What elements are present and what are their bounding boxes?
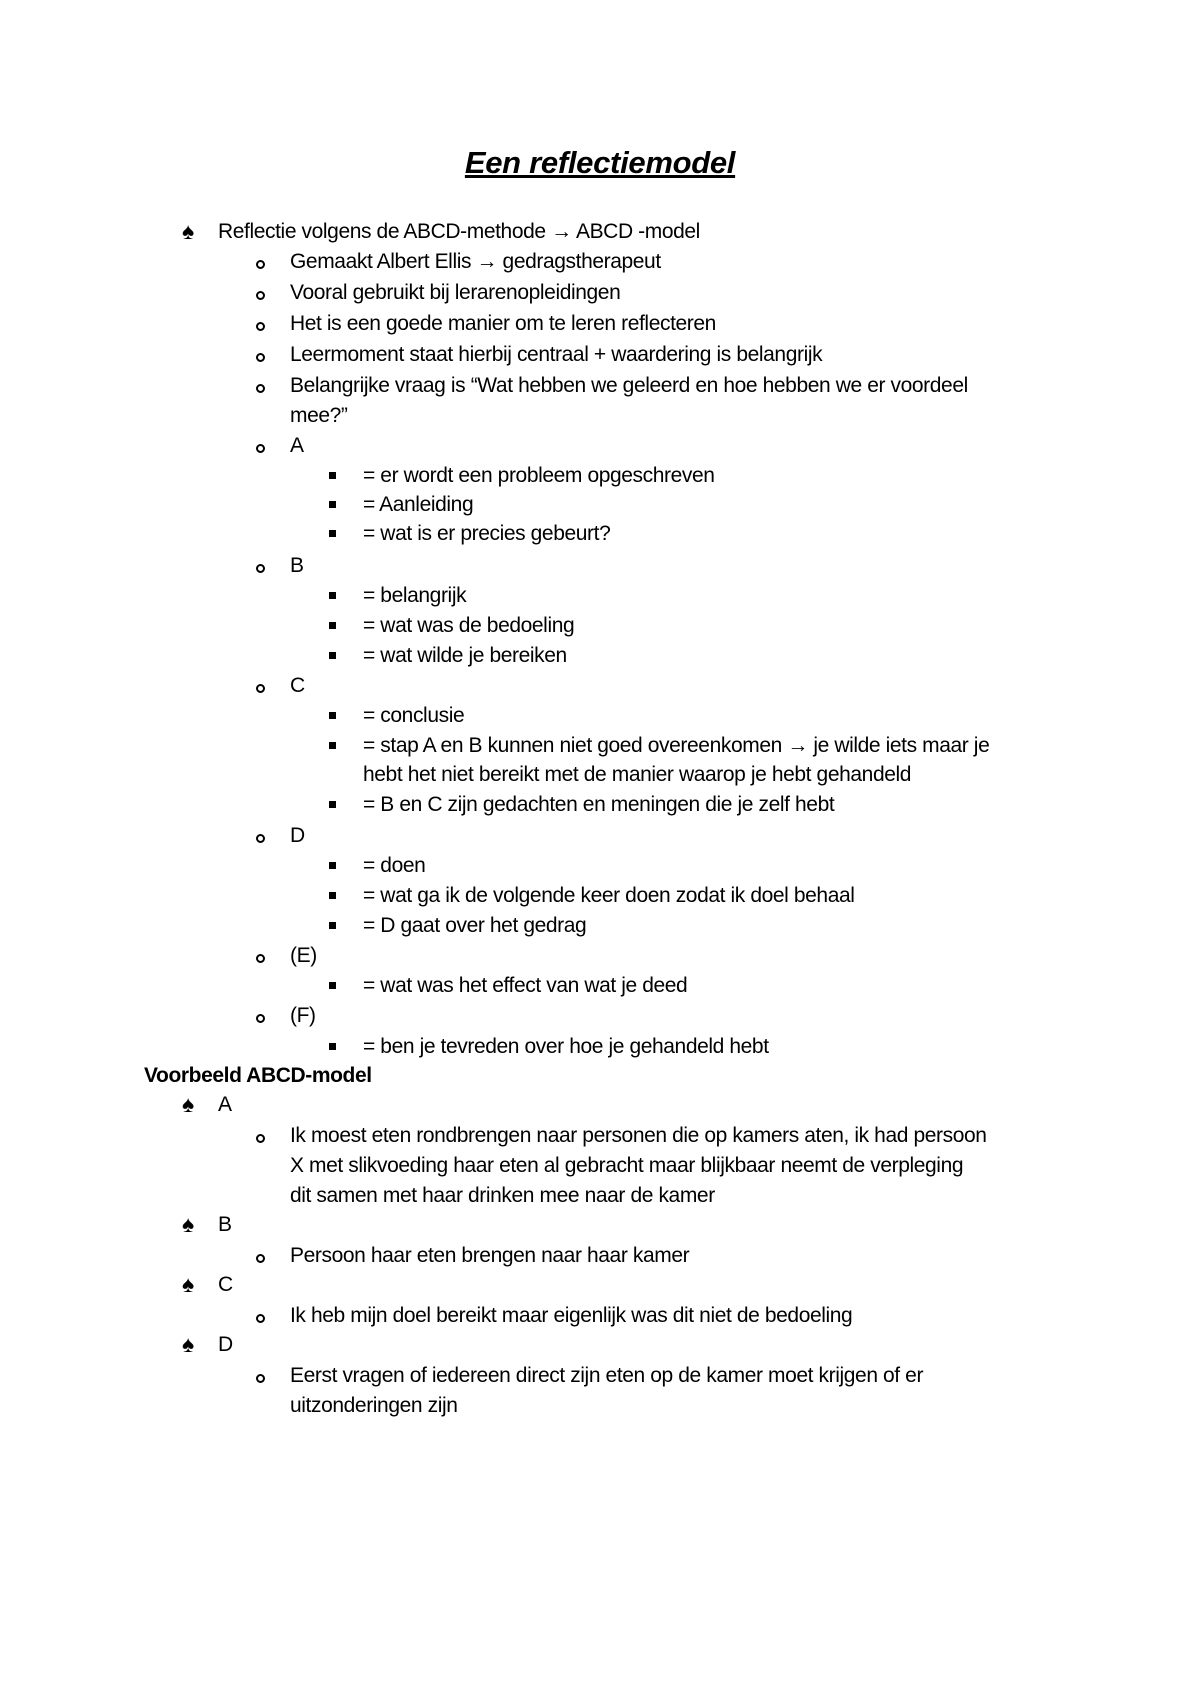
circle-bullet-icon [256, 353, 265, 362]
spade-bullet-icon: ♠ [182, 1271, 195, 1297]
circle-bullet-icon [256, 291, 265, 300]
list-item: Persoon haar eten brengen naar haar kamer [290, 1244, 690, 1267]
list-item: = B en C zijn gedachten en meningen die je zelf hebt [363, 793, 835, 816]
list-item: = er wordt een probleem opgeschreven [363, 464, 715, 487]
list-item: = Aanleiding [363, 493, 474, 516]
square-bullet-icon [329, 712, 336, 719]
list-item-continuation: dit samen met haar drinken mee naar de kamer [290, 1184, 715, 1207]
circle-bullet-icon [256, 1014, 265, 1023]
list-item: = stap A en B kunnen niet goed overeenkomen → je wilde iets maar je [363, 734, 990, 757]
circle-bullet-icon [256, 954, 265, 963]
spade-bullet-icon: ♠ [182, 1211, 195, 1237]
step-label-b: B [290, 554, 304, 577]
square-bullet-icon [329, 862, 336, 869]
circle-bullet-icon [256, 684, 265, 693]
example-label-b: B [218, 1213, 232, 1236]
circle-bullet-icon [256, 834, 265, 843]
circle-bullet-icon [256, 1314, 265, 1323]
square-bullet-icon [329, 892, 336, 899]
circle-bullet-icon [256, 444, 265, 453]
list-item: Gemaakt Albert Ellis → gedragstherapeut [290, 250, 661, 273]
square-bullet-icon [329, 982, 336, 989]
step-label-f: (F) [290, 1004, 316, 1027]
list-item: Eerst vragen of iedereen direct zijn eten op de kamer moet krijgen of er [290, 1364, 924, 1387]
list-item-continuation: X met slikvoeding haar eten al gebracht maar blijkbaar neemt de verpleging [290, 1154, 964, 1177]
square-bullet-icon [329, 652, 336, 659]
circle-bullet-icon [256, 384, 265, 393]
spade-bullet-icon: ♠ [182, 1091, 195, 1117]
list-item: = wat ga ik de volgende keer doen zodat ik doel behaal [363, 884, 855, 907]
step-label-e: (E) [290, 944, 317, 967]
list-item: = wat was het effect van wat je deed [363, 974, 688, 997]
list-item-continuation: mee?” [290, 404, 348, 427]
section-heading: Voorbeeld ABCD-model [144, 1064, 372, 1087]
list-item: = wat was de bedoeling [363, 614, 575, 637]
example-label-a: A [218, 1093, 232, 1116]
example-label-c: C [218, 1273, 233, 1296]
list-item: Ik heb mijn doel bereikt maar eigenlijk was dit niet de bedoeling [290, 1304, 853, 1327]
spade-bullet-icon: ♠ [182, 1331, 195, 1357]
circle-bullet-icon [256, 1254, 265, 1263]
list-item-continuation: uitzonderingen zijn [290, 1394, 458, 1417]
circle-bullet-icon [256, 1374, 265, 1383]
list-item: = conclusie [363, 704, 465, 727]
square-bullet-icon [329, 801, 336, 808]
spade-bullet-icon: ♠ [182, 218, 195, 244]
square-bullet-icon [329, 530, 336, 537]
page-title: Een reflectiemodel [464, 145, 736, 180]
list-item: Vooral gebruikt bij lerarenopleidingen [290, 281, 621, 304]
circle-bullet-icon [256, 564, 265, 573]
square-bullet-icon [329, 622, 336, 629]
circle-bullet-icon [256, 322, 265, 331]
step-label-c: C [290, 674, 305, 697]
circle-bullet-icon [256, 260, 265, 269]
list-item: = doen [363, 854, 426, 877]
list-item: = D gaat over het gedrag [363, 914, 587, 937]
list-item: Ik moest eten rondbrengen naar personen die op kamers aten, ik had persoon [290, 1124, 987, 1147]
list-item: = wat wilde je bereiken [363, 644, 567, 667]
list-item: = wat is er precies gebeurt? [363, 522, 611, 545]
list-item: Reflectie volgens de ABCD-methode → ABCD -model [218, 220, 700, 243]
list-item: = ben je tevreden over hoe je gehandeld hebt [363, 1035, 769, 1058]
square-bullet-icon [329, 1043, 336, 1050]
list-item-continuation: hebt het niet bereikt met de manier waarop je hebt gehandeld [363, 763, 912, 786]
list-item: Belangrijke vraag is “Wat hebben we geleerd en hoe hebben we er voordeel [290, 374, 968, 397]
step-label-d: D [290, 824, 305, 847]
square-bullet-icon [329, 592, 336, 599]
square-bullet-icon [329, 501, 336, 508]
square-bullet-icon [329, 922, 336, 929]
step-label-a: A [290, 434, 304, 457]
example-label-d: D [218, 1333, 233, 1356]
list-item: Leermoment staat hierbij centraal + waardering is belangrijk [290, 343, 823, 366]
list-item: Het is een goede manier om te leren reflecteren [290, 312, 716, 335]
circle-bullet-icon [256, 1134, 265, 1143]
square-bullet-icon [329, 742, 336, 749]
square-bullet-icon [329, 472, 336, 479]
list-item: = belangrijk [363, 584, 467, 607]
